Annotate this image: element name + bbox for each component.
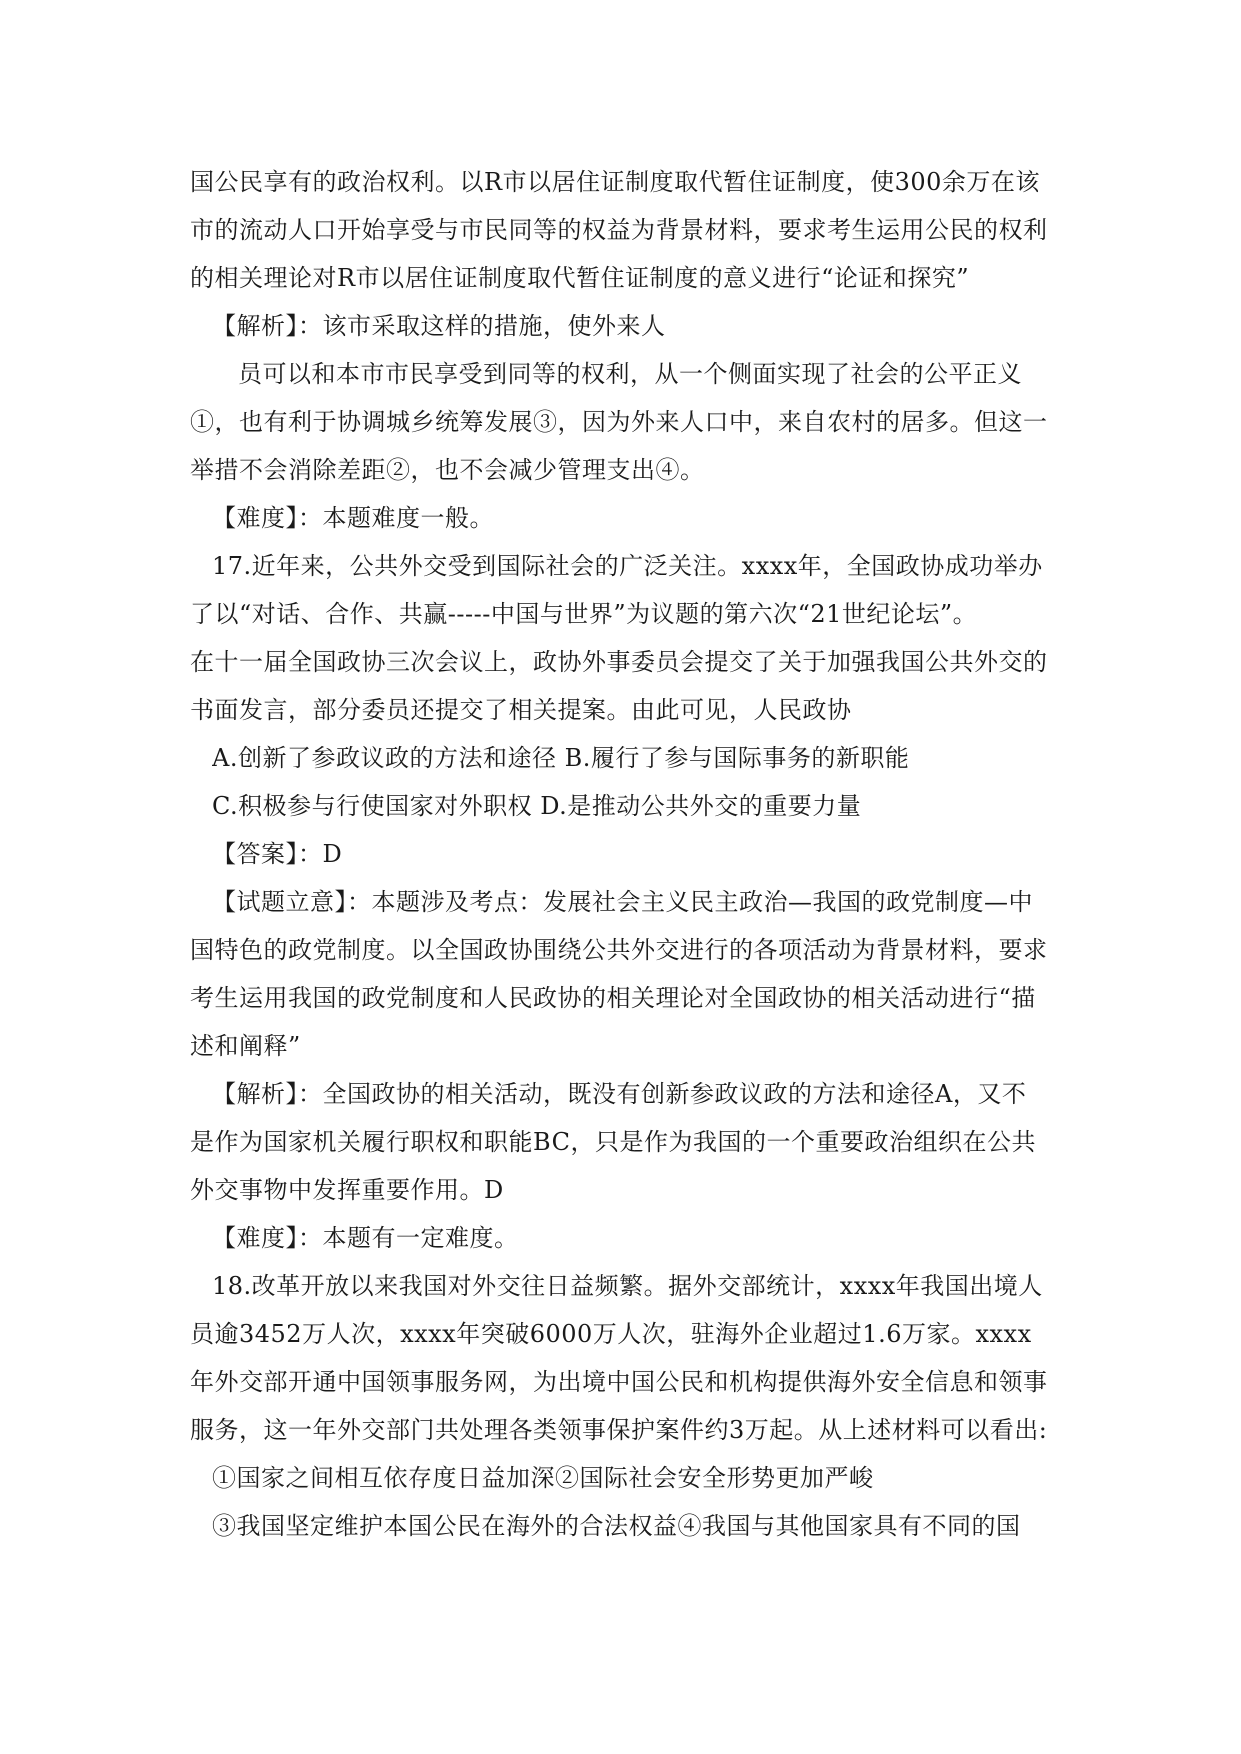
question-17-line-2: 了以“对话、合作、共赢-----中国与世界”为议题的第六次“21世纪论坛”。 (190, 600, 978, 628)
question-18-line-2: 员逾3452万人次，xxxx年突破6000万人次，驻海外企业超过1.6万家。xxxx (190, 1320, 1032, 1348)
text-line-2: 市的流动人口开始享受与市民同等的权益为背景材料，要求考生运用公民的权利 (190, 216, 1048, 244)
analysis-line-2-3: 外交事物中发挥重要作用。D (190, 1176, 504, 1204)
question-18-options-34: ③我国坚定维护本国公民在海外的合法权益④我国与其他国家具有不同的国 (212, 1512, 1021, 1540)
intent-line-3: 考生运用我国的政党制度和人民政协的相关理论对全国政协的相关活动进行“描 (190, 984, 1036, 1012)
answer-line: 【答案】：D (212, 840, 343, 868)
text-line-3: 的相关理论对R市以居住证制度取代暂住证制度的意义进行“论证和探究” (190, 264, 970, 292)
question-17-line-4: 书面发言，部分委员还提交了相关提案。由此可见，人民政协 (190, 696, 852, 724)
difficulty-line-2: 【难度】：本题有一定难度。 (212, 1224, 519, 1252)
question-18-line-4: 服务，这一年外交部门共处理各类领事保护案件约3万起。从上述材料可以看出: (190, 1416, 1048, 1444)
question-18-line-1: 18.改革开放以来我国对外交往日益频繁。据外交部统计，xxxx年我国出境人 (212, 1272, 1043, 1300)
question-17-options-ab: A.创新了参政议政的方法和途径 B.履行了参与国际事务的新职能 (212, 744, 910, 772)
analysis-line-2-1: 【解析】：全国政协的相关活动，既没有创新参政议政的方法和途径A，又不 (212, 1080, 1027, 1108)
question-17-options-cd: C.积极参与行使国家对外职权 D.是推动公共外交的重要力量 (212, 792, 862, 820)
intent-line-4: 述和阐释” (190, 1032, 301, 1060)
question-18-line-3: 年外交部开通中国领事服务网，为出境中国公民和机构提供海外安全信息和领事 (190, 1368, 1048, 1396)
question-18-options-12: ①国家之间相互依存度日益加深②国际社会安全形势更加严峻 (212, 1464, 874, 1492)
text-line-6: ①，也有利于协调城乡统筹发展③，因为外来人口中，来自农村的居多。但这一 (190, 408, 1048, 436)
difficulty-line-1: 【难度】：本题难度一般。 (212, 504, 494, 532)
analysis-line-2-2: 是作为国家机关履行职权和职能BC，只是作为我国的一个重要政治组织在公共 (190, 1128, 1036, 1156)
intent-line-2: 国特色的政党制度。以全国政协围绕公共外交进行的各项活动为背景材料，要求 (190, 936, 1048, 964)
question-17-line-3: 在十一届全国政协三次会议上，政协外事委员会提交了关于加强我国公共外交的 (190, 648, 1048, 676)
text-line-7: 举措不会消除差距②，也不会减少管理支出④。 (190, 456, 705, 484)
text-line-1: 国公民享有的政治权利。以R市以居住证制度取代暂住证制度，使300余万在该 (190, 168, 1040, 196)
text-line-5: 员可以和本市市民享受到同等的权利，从一个侧面实现了社会的公平正义 (238, 360, 1022, 388)
intent-line-1: 【试题立意】：本题涉及考点：发展社会主义民主政治—我国的政党制度—中 (212, 888, 1033, 916)
question-17-line-1: 17.近年来，公共外交受到国际社会的广泛关注。xxxx年，全国政协成功举办 (212, 552, 1043, 580)
analysis-heading-1: 【解析】：该市采取这样的措施，使外来人 (212, 312, 666, 340)
